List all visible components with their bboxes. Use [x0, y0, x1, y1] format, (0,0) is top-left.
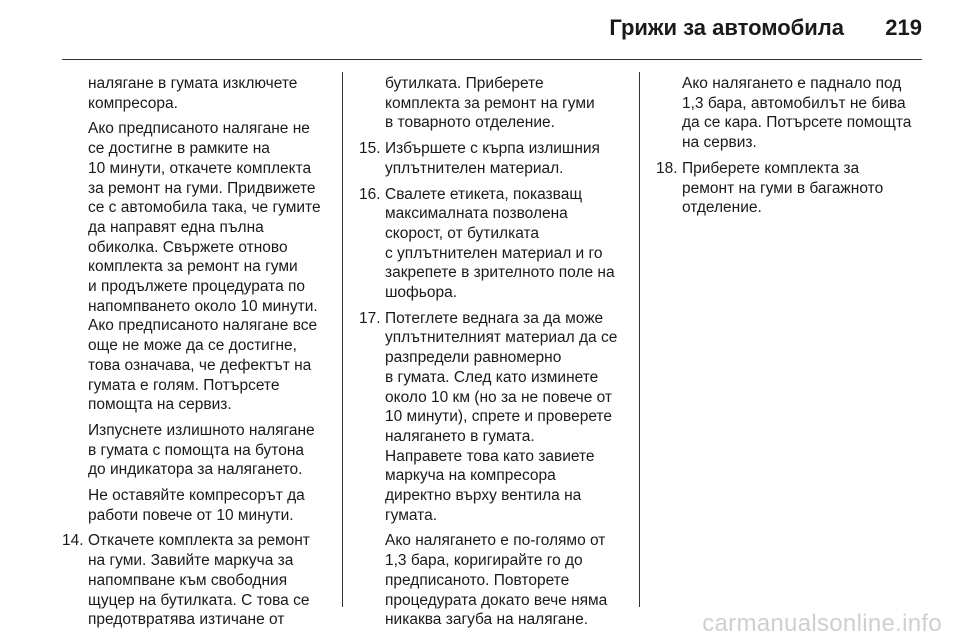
list-item-15	[359, 139, 630, 178]
text-line: ремонт на гуми в багажното	[682, 179, 884, 197]
text-line: около 10 км (но за не повече от	[385, 388, 613, 406]
text-line: предписаното. Повторете	[385, 571, 570, 589]
text-line: Ако налягането е паднало под	[682, 75, 902, 92]
list-item-14	[62, 531, 328, 630]
text-line: 10 минути, откачете комплекта	[88, 159, 312, 177]
text-line: закрепете в зрителното поле на	[385, 264, 615, 282]
list-item-17	[359, 309, 630, 630]
text-line: още не може да се достигне,	[88, 337, 297, 355]
text-line: Свалете етикета, показващ	[385, 185, 583, 203]
text-line: гумата.	[385, 506, 438, 524]
list-item-16	[359, 185, 630, 303]
paragraph	[88, 421, 328, 480]
text-line: Приберете комплекта за	[682, 159, 860, 177]
paragraph	[385, 74, 630, 133]
column-divider-1	[342, 72, 343, 607]
text-line: комплекта за ремонт на гуми	[88, 258, 298, 276]
text-line: уплътнителен материал.	[385, 159, 564, 177]
section-title: Грижи за автомобила	[609, 15, 844, 40]
text-line: да направят една пълна	[88, 218, 264, 236]
text-line: отделение.	[682, 199, 762, 217]
text-line: скорост, от бутилката	[385, 224, 540, 242]
page-header	[0, 0, 960, 62]
text-line: максималната позволена	[385, 205, 568, 223]
text-line: се с автомобила така, че гумите	[88, 199, 321, 217]
text-line: до индикатора за налягането.	[88, 461, 303, 479]
text-line: никаква загуба на налягане.	[385, 611, 589, 629]
text-line: уплътнителният материал да се	[385, 329, 618, 347]
text-line: Откачете комплекта за ремонт	[88, 532, 310, 550]
list-item-number: 16.	[359, 185, 381, 203]
text-line: гумата е голям. Потърсете	[88, 376, 280, 394]
text-line: в гумата. След като изминете	[385, 368, 599, 386]
column-divider-2	[639, 72, 640, 607]
text-line: предотвратява изтичане от	[88, 611, 285, 629]
text-line: разпредели равномерно	[385, 349, 562, 367]
text-line: Ако предписаното налягане все	[88, 317, 318, 335]
text-line: и продължете процедурата по	[88, 278, 306, 296]
text-line: в гумата с помощта на бутона	[88, 441, 305, 459]
text-line: това означава, че дефектът на	[88, 356, 312, 374]
text-column-1	[62, 74, 328, 636]
text-line: с уплътнителен материал и го	[385, 244, 603, 262]
text-line: компресора.	[88, 94, 178, 112]
text-line: напомпването около 10 минути.	[88, 297, 318, 315]
text-line: Избършете с кърпа излишния	[385, 140, 600, 158]
text-line: Направете това като завиете	[385, 447, 595, 465]
text-line: на гуми. Завийте маркуча за	[88, 552, 294, 570]
text-line: помощта на сервиз.	[88, 396, 232, 414]
text-line: налягане в гумата изключете	[88, 75, 298, 92]
text-line: щуцер на бутилката. С това се	[88, 591, 310, 609]
paragraph	[88, 74, 328, 113]
list-item-number: 17.	[359, 309, 381, 327]
text-line: 10 минути), спрете и проверете	[385, 408, 612, 426]
text-line: шофьора.	[385, 284, 458, 302]
paragraph	[88, 119, 328, 415]
text-line: маркуча на компресора	[385, 467, 556, 485]
text-line: в товарното отделение.	[385, 114, 555, 132]
text-line: на сервиз.	[682, 134, 757, 152]
text-line: напомпване към свободния	[88, 571, 288, 589]
page-number: 219	[885, 15, 922, 40]
paragraph	[88, 486, 328, 525]
text-line: 1,3 бара, коригирайте го до	[385, 552, 583, 570]
text-line: за ремонт на гуми. Придвижете	[88, 179, 316, 197]
text-line: 1,3 бара, автомобилът не бива	[682, 94, 906, 112]
text-line: процедурата докато вече няма	[385, 591, 608, 609]
text-line: бутилката. Приберете	[385, 75, 544, 92]
text-line: Ако предписаното налягане не	[88, 120, 310, 138]
text-line: Не оставяйте компресорът да	[88, 487, 305, 505]
text-line: работи повече от 10 минути.	[88, 506, 294, 524]
text-line: да се кара. Потърсете помощта	[682, 114, 912, 132]
text-column-2	[359, 74, 630, 636]
text-line: Изпуснете излишното налягане	[88, 421, 315, 439]
text-line: Потеглете веднага за да може	[385, 309, 604, 327]
text-line: обиколка. Свържете отново	[88, 238, 288, 256]
text-line: се достигне в рамките на	[88, 140, 270, 158]
text-line: директно върху вентила на	[385, 487, 582, 505]
text-line: Ако налягането е по-голямо от	[385, 532, 606, 550]
watermark: carmanualsonline.info	[702, 610, 942, 637]
text-column-3	[656, 74, 927, 224]
list-item-18	[656, 159, 927, 218]
text-line: налягането в гумата.	[385, 427, 535, 445]
text-line: комплекта за ремонт на гуми	[385, 94, 595, 112]
list-item-number: 15.	[359, 140, 381, 158]
header-divider	[62, 59, 922, 60]
list-item-number: 14.	[62, 532, 84, 550]
paragraph	[385, 531, 630, 630]
list-item-number: 18.	[656, 159, 678, 177]
paragraph	[682, 74, 927, 153]
